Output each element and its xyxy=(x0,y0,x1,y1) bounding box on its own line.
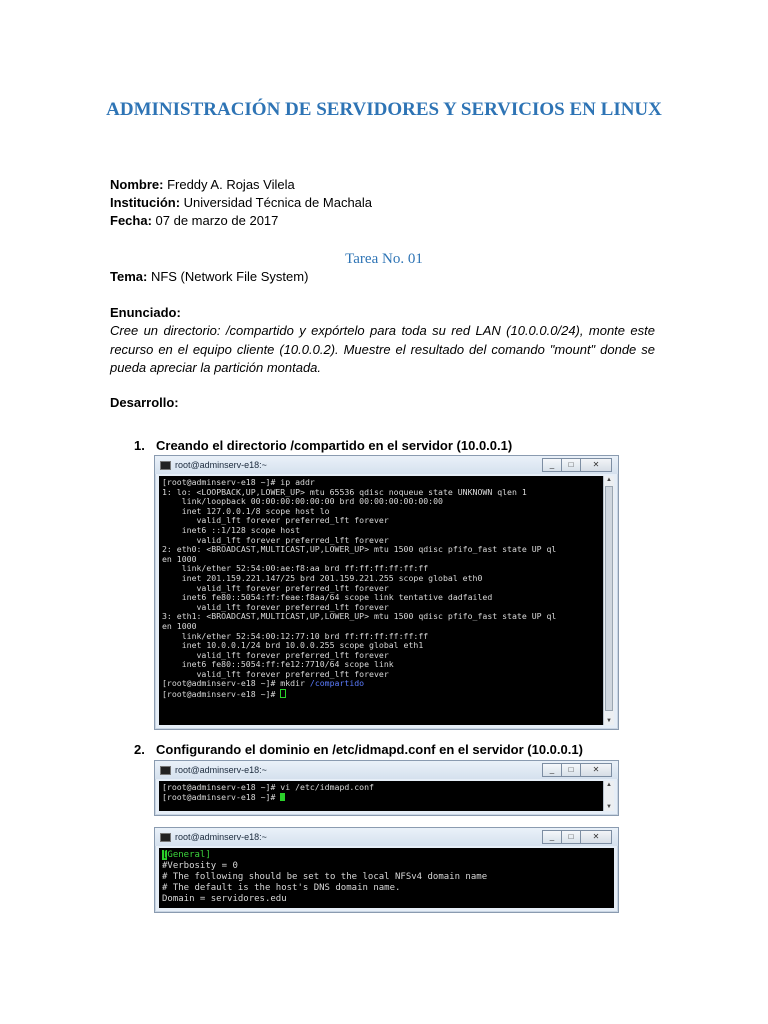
window-title: root@adminserv-e18:~ xyxy=(175,832,267,842)
editor-line: #Verbosity = 0 xyxy=(162,861,238,871)
enunciado-heading xyxy=(110,304,181,322)
mkdir-argument: /compartido xyxy=(309,678,365,689)
terminal-line xyxy=(162,679,601,689)
step-1 xyxy=(134,437,512,455)
maximize-button[interactable]: □ xyxy=(561,763,580,777)
meta-value: Freddy A. Rojas Vilela xyxy=(163,177,295,192)
meta-date xyxy=(110,212,278,230)
editor-line: # The default is the host's DNS domain name. xyxy=(162,883,401,893)
scroll-up-arrow-icon[interactable]: ▲ xyxy=(606,477,612,483)
scroll-down-arrow-icon[interactable]: ▼ xyxy=(606,718,612,724)
terminal-line: 2: eth0: <BROADCAST,MULTICAST,UP,LOWER_UP> mtu 1500 qdisc pfifo_fast state UP ql xyxy=(162,544,557,555)
window-controls xyxy=(542,830,612,843)
terminal-line: link/ether 52:54:00:ae:f8:aa brd ff:ff:ff:ff:ff:ff xyxy=(162,563,429,574)
step-code: /compartido xyxy=(290,438,365,453)
terminal-line: 3: eth1: <BROADCAST,MULTICAST,UP,LOWER_UP> mtu 1500 qdisc pfifo_fast state UP ql xyxy=(162,611,557,622)
terminal-line: en 1000 xyxy=(162,553,197,564)
maximize-button[interactable]: □ xyxy=(561,830,580,844)
meta-label: Fecha: xyxy=(110,213,152,228)
enunciado-label: Enunciado: xyxy=(110,305,181,320)
window-titlebar xyxy=(155,456,618,474)
step-2 xyxy=(134,741,583,759)
minimize-button[interactable]: _ xyxy=(542,458,561,472)
tema-value: NFS (Network File System) xyxy=(147,269,309,284)
terminal-window-2 xyxy=(154,760,619,816)
terminal-line: valid_lft forever preferred_lft forever xyxy=(162,515,389,526)
task-heading: Tarea No. 01 xyxy=(345,251,423,267)
window-controls xyxy=(542,763,612,776)
editor-cursor: [ xyxy=(162,850,168,860)
step-text-post: en el servidor (10.0.0.1) xyxy=(435,742,583,757)
scroll-down-arrow-icon[interactable]: ▼ xyxy=(606,804,612,810)
prompt: [root@adminserv-e18 ~]# xyxy=(162,791,281,802)
prompt: [root@adminserv-e18 ~]# xyxy=(162,689,281,700)
terminal-cursor xyxy=(280,689,286,698)
terminal-line: inet 127.0.0.1/8 scope host lo xyxy=(162,505,330,516)
terminal-cursor xyxy=(280,793,285,801)
meta-label: Institución: xyxy=(110,195,181,210)
scrollbar-thumb[interactable] xyxy=(605,486,613,711)
terminal-window-3 xyxy=(154,827,619,913)
terminal-line: inet6 ::1/128 scope host xyxy=(162,524,301,535)
terminal-line: link/ether 52:54:00:12:77:10 brd ff:ff:ff:ff:ff:ff xyxy=(162,630,429,641)
vertical-scrollbar[interactable] xyxy=(603,781,614,811)
terminal-output[interactable] xyxy=(159,476,604,725)
prompt: [root@adminserv-e18 ~]# mkdir xyxy=(162,678,310,689)
meta-name xyxy=(110,176,295,194)
vertical-scrollbar[interactable] xyxy=(603,476,614,725)
terminal-line: valid_lft forever preferred_lft forever xyxy=(162,668,389,679)
window-titlebar xyxy=(155,761,618,779)
terminal-line xyxy=(162,793,601,803)
step-text-pre: Creando el directorio xyxy=(156,438,291,453)
terminal-line: valid_lft forever preferred_lft forever xyxy=(162,534,389,545)
terminal-line: [root@adminserv-e18 ~]# ip addr xyxy=(162,477,315,487)
meta-value: 07 de marzo de 2017 xyxy=(151,213,279,228)
editor-line xyxy=(162,850,611,861)
minimize-button[interactable]: _ xyxy=(542,830,561,844)
close-button[interactable]: ✕ xyxy=(580,458,612,472)
terminal-line: valid_lft forever preferred_lft forever xyxy=(162,649,389,660)
step-text-post: en el servidor (10.0.0.1) xyxy=(364,438,513,453)
meta-value: Universidad Técnica de Machala xyxy=(180,195,373,210)
editor-line: # The following should be set to the local NFSv4 domain name xyxy=(162,872,488,882)
terminal-line: valid_lft forever preferred_lft forever xyxy=(162,601,389,612)
terminal-line: inet6 fe80::5054:ff:feae:f8aa/64 scope link tentative dadfailed xyxy=(162,592,493,603)
terminal-line: link/loopback 00:00:00:00:00:00 brd 00:00:00:00:00:00 xyxy=(162,496,443,507)
step-code: /etc/idmapd.conf xyxy=(332,742,436,757)
terminal-line: valid_lft forever preferred_lft forever xyxy=(162,582,389,593)
section-header: General] xyxy=(167,850,211,860)
window-title: root@adminserv-e18:~ xyxy=(175,765,267,775)
minimize-button[interactable]: _ xyxy=(542,763,561,777)
meta-label: Nombre: xyxy=(110,177,164,192)
window-titlebar xyxy=(155,828,618,846)
close-button[interactable]: ✕ xyxy=(580,830,612,844)
terminal-line: inet 10.0.0.1/24 brd 10.0.0.255 scope global eth1 xyxy=(162,640,424,651)
terminal-line xyxy=(162,689,601,700)
terminal-line: 1: lo: <LOOPBACK,UP,LOWER_UP> mtu 65536 qdisc noqueue state UNKNOWN qlen 1 xyxy=(162,486,527,497)
scroll-up-arrow-icon[interactable]: ▲ xyxy=(606,782,612,788)
close-button[interactable]: ✕ xyxy=(580,763,612,777)
step-number: 1. xyxy=(134,438,145,453)
terminal-icon xyxy=(160,766,171,775)
desarrollo-heading xyxy=(110,394,179,412)
terminal-icon xyxy=(160,461,171,470)
terminal-line: en 1000 xyxy=(162,620,197,631)
desarrollo-label: Desarrollo: xyxy=(110,395,179,410)
editor-line: Domain = servidores.edu xyxy=(162,894,287,904)
enunciado-text: Cree un directorio: /compartido y expórtelo para toda su red LAN (10.0.0.0/24), monte este recurso en el equipo cliente (10.0.0.2). Muestre el resultado del comando "mount" donde se pueda apreciar la partición montada. xyxy=(110,323,655,375)
step-number: 2. xyxy=(134,742,145,757)
document-title: ADMINISTRACIÓN DE SERVIDORES Y SERVICIOS EN LINUX xyxy=(106,99,662,120)
terminal-line: [root@adminserv-e18 ~]# vi /etc/idmapd.conf xyxy=(162,782,374,792)
editor-content[interactable] xyxy=(159,848,614,908)
terminal-line: inet6 fe80::5054:ff:fe12:7710/64 scope link xyxy=(162,659,394,670)
terminal-line: inet 201.159.221.147/25 brd 201.159.221.255 scope global eth0 xyxy=(162,572,483,583)
meta-institution xyxy=(110,194,372,212)
terminal-window-1 xyxy=(154,455,619,730)
terminal-output[interactable] xyxy=(159,781,604,811)
tema-line xyxy=(110,268,308,286)
window-controls xyxy=(542,458,612,471)
maximize-button[interactable]: □ xyxy=(561,458,580,472)
terminal-icon xyxy=(160,833,171,842)
window-title: root@adminserv-e18:~ xyxy=(175,460,267,470)
step-text-pre: Configurando el dominio en xyxy=(156,742,333,757)
tema-label: Tema: xyxy=(110,269,148,284)
